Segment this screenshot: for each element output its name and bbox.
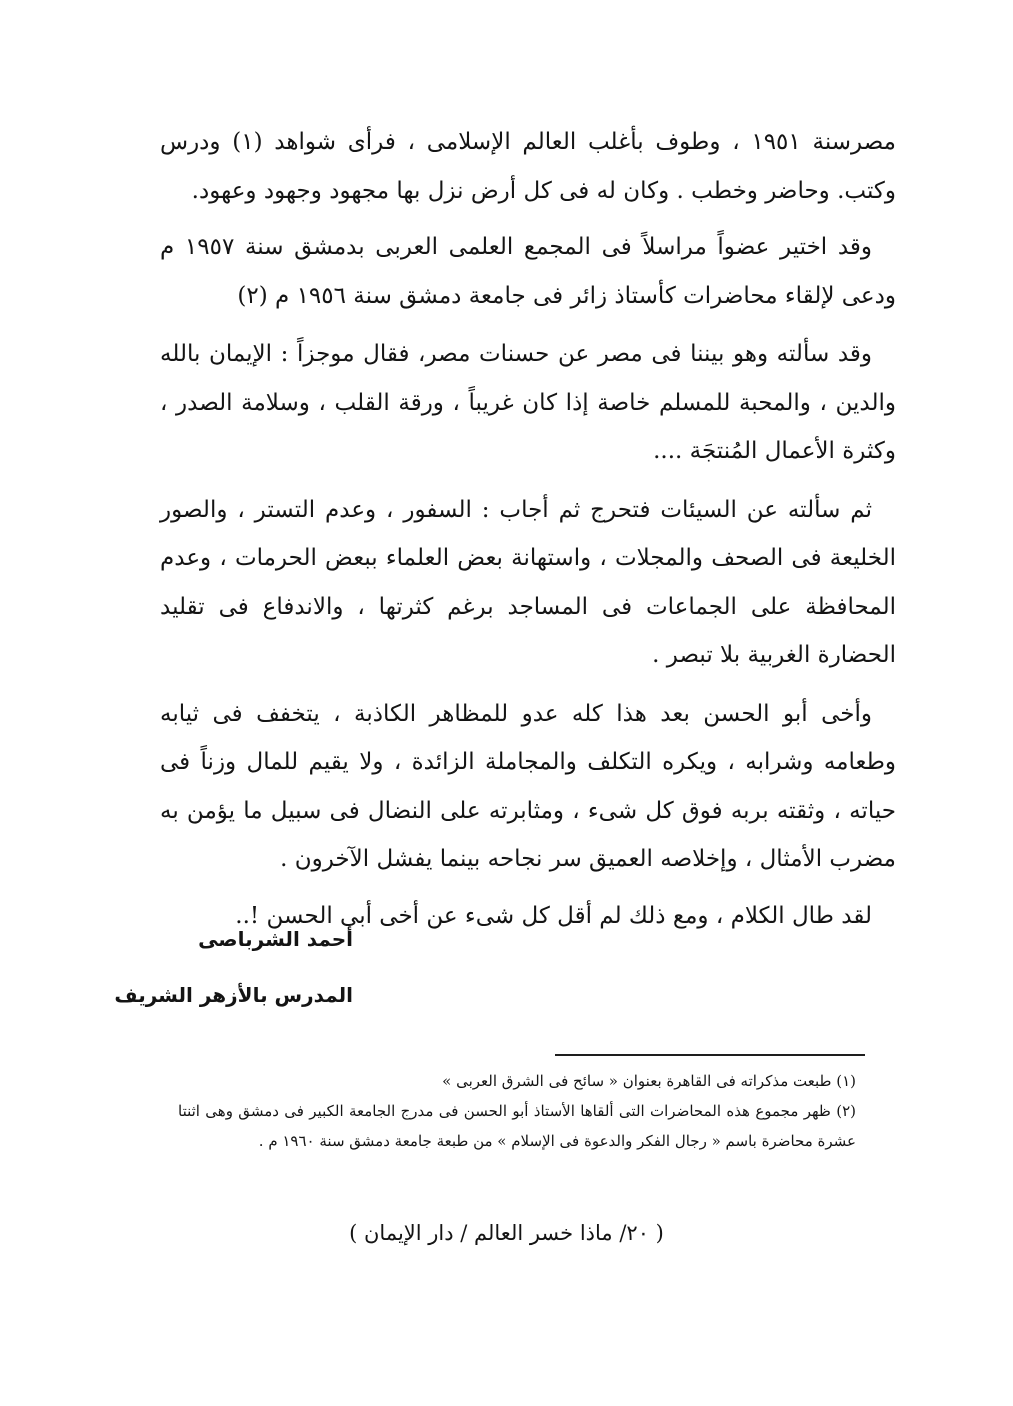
main-text	[160, 118, 896, 940]
paragraph-academy: وقد اختير عضواً مراسلاً فى المجمع العلمى العربى بدمشق سنة ١٩٥٧ م ودعى لإلقاء محاضرات كأستاذ زائر فى جامعة دمشق سنة ١٩٥٦ م (٢)	[160, 234, 896, 309]
footnote-divider	[555, 1054, 865, 1056]
page-footer-text: ( ٢٠/ ماذا خسر العالم / دار الإيمان )	[349, 1221, 664, 1245]
footnotes	[178, 1066, 856, 1156]
paragraph-virtues: وقد سألته وهو بيننا فى مصر عن حسنات مصر، فقال موجزاً : الإيمان بالله والدين ، والمحبة للمسلم خاصة إذا كان غريباً ، ورقة القلب ، وسلامة الصدر ، وكثرة الأعمال المُنتجَة ....	[160, 341, 896, 464]
paragraph-vices: ثم سألته عن السيئات فتحرج ثم أجاب : السفور ، وعدم التستر ، والصور الخليعة فى الصحف والمجلات ، واستهانة بعض العلماء ببعض الحرمات ، وعدم المحافظة على الجماعات فى المساجد برغم كثرتها ، والاندفاع فى تقليد الحضارة الغربية بلا تبصر .	[160, 496, 896, 668]
paragraph-character: وأخى أبو الحسن بعد هذا كله عدو للمظاهر الكاذبة ، يتخفف فى ثيابه وطعامه وشرابه ، ويكره التكلف والمجاملة الزائدة ، ولا يقيم للمال وزناً فى حياته ، وثقته بربه فوق كل شىء ، ومثابرته على النضال فى سبيل ما يؤمن به مضرب الأمثال ، وإخلاصه العميق سر نجاحه بينما يفشل الآخرون .	[160, 700, 896, 872]
footnote-2: (٢) ظهر مجموع هذه المحاضرات التى ألقاها الأستاذ أبو الحسن فى مدرج الجامعة الكبير فى دمشق وهى اثنتا عشرة محاضرة باسم « رجال الفكر والدعوة فى الإسلام » من طبعة جامعة دمشق سنة ١٩٦٠ م .	[178, 1102, 856, 1150]
signature-name: أحمد الشرباصى	[198, 927, 353, 951]
page-footer	[0, 1218, 1013, 1248]
paragraph-closing: لقد طال الكلام ، ومع ذلك لم أقل كل شىء عن أخى أبى الحسن !..	[235, 902, 872, 929]
signature-title: المدرس بالأزهر الشريف	[114, 983, 353, 1007]
footnote-1: (١) طبعت مذكراته فى القاهرة بعنوان « سائح فى الشرق العربى »	[442, 1072, 856, 1090]
paragraph-travel: مصرسنة ١٩٥١ ، وطوف بأغلب العالم الإسلامى ، فرأى شواهد (١) ودرس وكتب. وحاضر وخطب . وكان له فى كل أرض نزل بها مجهود وجهود وعهود.	[160, 129, 896, 204]
